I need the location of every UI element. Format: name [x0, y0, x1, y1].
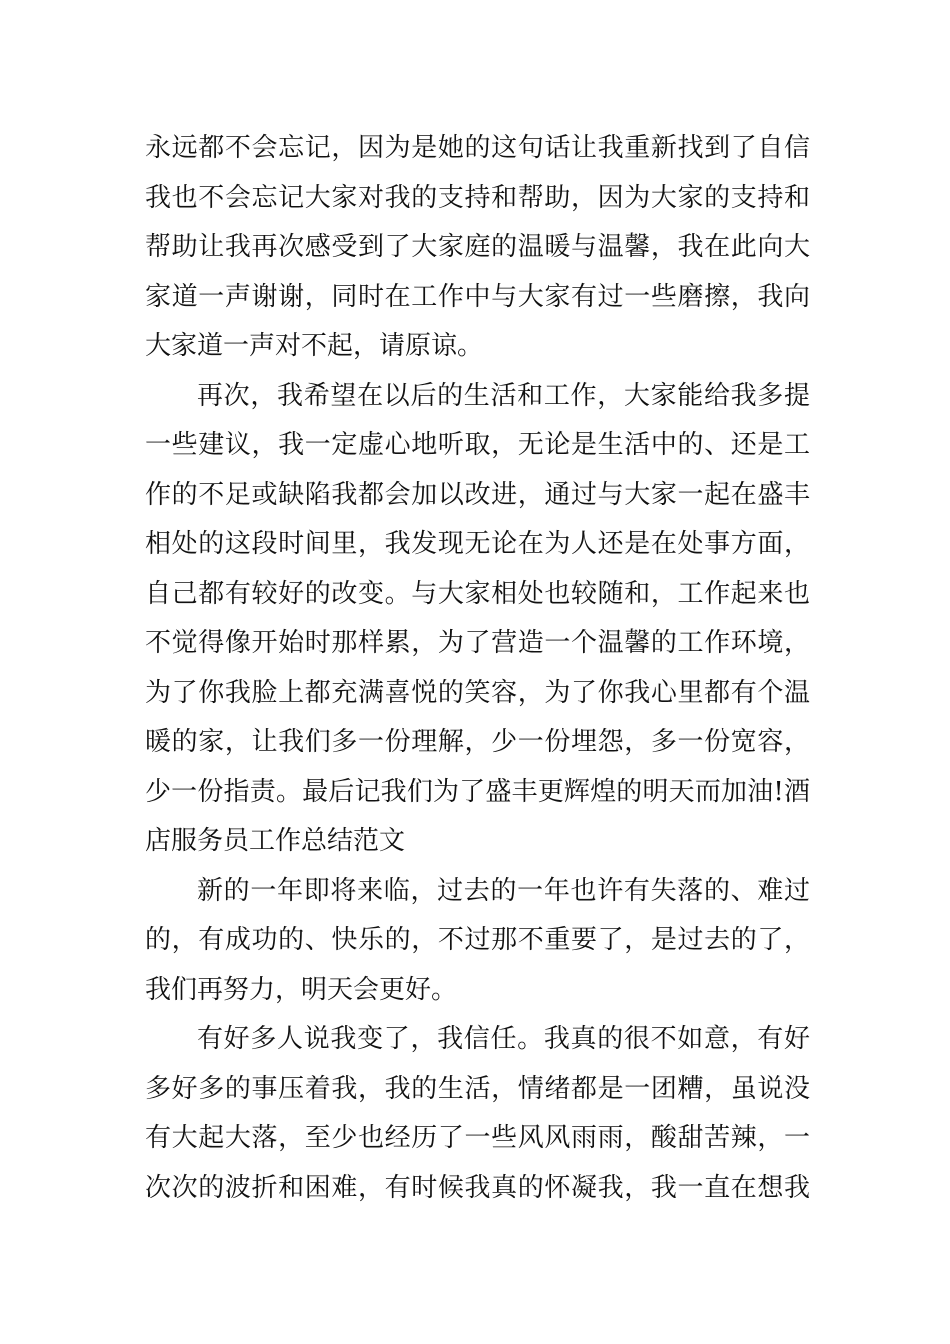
text-line: 我也不会忘记大家对我的支持和帮助，因为大家的支持和	[145, 182, 810, 213]
text-line: 家道一声谢谢，同时在工作中与大家有过一些磨擦，我向	[145, 281, 810, 312]
text-line: 永远都不会忘记，因为是她的这句话让我重新找到了自信	[145, 133, 810, 163]
text-line: 有大起大落，至少也经历了一些风风雨雨，酸甜苦辣，一	[145, 1123, 810, 1153]
text-line: 少一份指责。最后记我们为了盛丰更辉煌的明天而加油!酒	[145, 776, 810, 807]
text-line: 一些建议，我一定虚心地听取，无论是生活中的、还是工	[145, 430, 810, 460]
text-line: 大家道一声对不起，请原谅。	[145, 331, 484, 361]
document-body	[145, 124, 810, 1213]
text-line: 多好多的事压着我，我的生活，情绪都是一团糟，虽说没	[145, 1073, 810, 1104]
text-line: 再次，我希望在以后的生活和工作，大家能给我多提	[197, 380, 810, 411]
text-line: 店服务员工作总结范文	[145, 826, 406, 856]
text-line: 作的不足或缺陷我都会加以改进，通过与大家一起在盛丰	[145, 479, 810, 510]
text-line: 相处的这段时间里，我发现无论在为人还是在处事方面，	[145, 529, 810, 559]
text-line: 不觉得像开始时那样累，为了营造一个温馨的工作环境，	[145, 628, 810, 658]
text-line: 有好多人说我变了，我信任。我真的很不如意，有好	[197, 1024, 810, 1054]
text-line: 的，有成功的、快乐的，不过那不重要了，是过去的了，	[145, 925, 810, 955]
text-line: 我们再努力，明天会更好。	[145, 974, 458, 1005]
text-line: 自己都有较好的改变。与大家相处也较随和，工作起来也	[145, 578, 810, 609]
text-line: 新的一年即将来临，过去的一年也许有失落的、难过	[197, 875, 810, 906]
text-line: 暖的家，让我们多一份理解，少一份埋怨，多一份宽容，	[145, 727, 810, 757]
text-line: 次次的波折和困难，有时候我真的怀凝我，我一直在想我	[145, 1172, 810, 1203]
text-line: 为了你我脸上都充满喜悦的笑容，为了你我心里都有个温	[145, 677, 810, 708]
text-line: 帮助让我再次感受到了大家庭的温暖与温馨，我在此向大	[145, 232, 810, 262]
